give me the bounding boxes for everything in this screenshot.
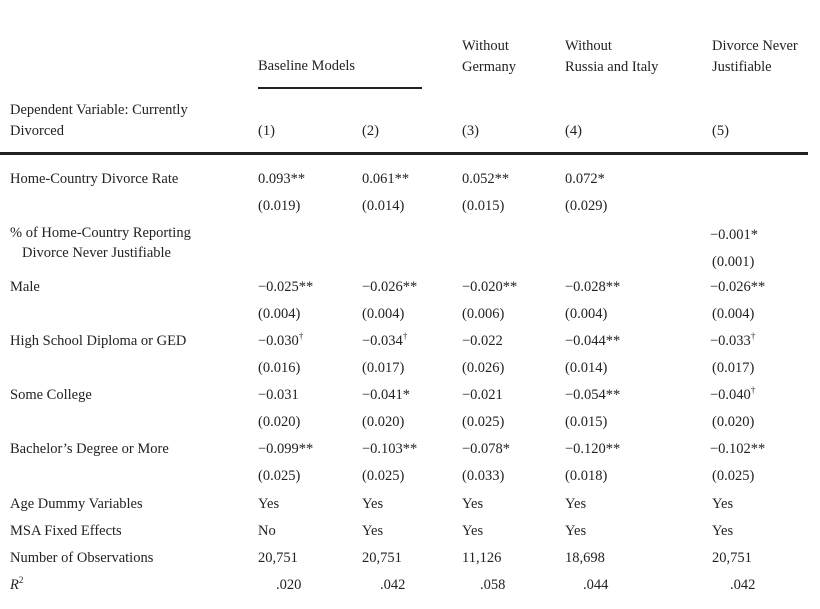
standard-error-cell: (0.018) <box>565 468 608 484</box>
standard-error-cell: (0.014) <box>565 360 608 376</box>
coefficient-cell <box>462 278 517 296</box>
standard-error-cell: (0.015) <box>565 414 608 430</box>
coefficient-cell <box>710 332 755 350</box>
standard-error-cell: (0.014) <box>362 198 405 214</box>
standard-error-cell: (0.016) <box>258 360 301 376</box>
coefficient-value: −0.026** <box>362 279 418 295</box>
coefficient-cell <box>462 386 503 404</box>
footer-value-cell: Yes <box>712 523 734 539</box>
coefficient-value: −0.030 <box>258 333 299 349</box>
coefficient-value: 0.052** <box>462 171 510 187</box>
row-label: Male <box>10 279 40 295</box>
significance-dagger: † <box>750 385 756 395</box>
footer-label-text: MSA Fixed Effects <box>10 523 122 539</box>
coefficient-value: −0.001* <box>710 227 759 243</box>
coefficient-value: −0.044** <box>565 333 621 349</box>
coefficient-value: −0.102** <box>710 441 766 457</box>
baseline-models-label: Baseline Models <box>258 58 356 74</box>
coefficient-cell <box>462 170 509 188</box>
coefficient-cell <box>710 226 758 244</box>
dependent-variable-label: Dependent Variable: Currently Divorced <box>10 102 188 139</box>
footer-value-cell: Yes <box>565 496 587 512</box>
footer-value-cell: 18,698 <box>565 550 605 566</box>
row-label: Home-Country Divorce Rate <box>10 171 179 187</box>
standard-error-cell: (0.020) <box>258 414 301 430</box>
col3-header: Without Germany <box>462 38 516 75</box>
coefficient-cell <box>565 278 620 296</box>
coefficient-cell <box>362 278 417 296</box>
standard-error-cell: (0.019) <box>258 198 301 214</box>
standard-error-cell: (0.033) <box>462 468 505 484</box>
coefficient-value: −0.033 <box>710 333 751 349</box>
footer-value-cell: .042 <box>380 577 406 593</box>
coefficient-cell <box>362 170 409 188</box>
column-number-3: (3) <box>462 123 479 139</box>
column-number-2: (2) <box>362 123 379 139</box>
standard-error-cell: (0.006) <box>462 306 505 322</box>
standard-error-cell: (0.029) <box>565 198 608 214</box>
footer-value-cell: .042 <box>730 577 756 593</box>
coefficient-cell <box>565 386 620 404</box>
column-number-5: (5) <box>712 123 729 139</box>
standard-error-cell: (0.017) <box>712 360 755 376</box>
standard-error-cell: (0.004) <box>712 306 755 322</box>
standard-error-cell: (0.001) <box>712 254 755 270</box>
coefficient-cell <box>258 170 305 188</box>
coefficient-value: −0.099** <box>258 441 314 457</box>
footer-value-cell: .044 <box>583 577 609 593</box>
coefficient-cell <box>362 386 410 404</box>
coefficient-cell <box>362 440 417 458</box>
footer-value-cell: 11,126 <box>462 550 502 566</box>
footer-value-cell: Yes <box>712 496 734 512</box>
footer-value-cell: Yes <box>565 523 587 539</box>
footer-label-text: Age Dummy Variables <box>10 496 143 512</box>
coefficient-value: −0.022 <box>462 333 503 349</box>
coefficient-value: −0.040 <box>710 387 751 403</box>
coefficient-value: −0.041* <box>362 387 411 403</box>
coefficient-cell <box>565 170 605 188</box>
standard-error-cell: (0.020) <box>712 414 755 430</box>
standard-error-cell: (0.015) <box>462 198 505 214</box>
standard-error-cell: (0.025) <box>258 468 301 484</box>
footer-row-label <box>10 495 143 513</box>
col4-header: Without Russia and Italy <box>565 38 659 75</box>
r-squared-superscript: 2 <box>18 575 24 585</box>
standard-error-cell: (0.020) <box>362 414 405 430</box>
footer-value-cell: Yes <box>258 496 280 512</box>
row-label: % of Home-Country Reporting <box>10 225 191 241</box>
row-label: Some College <box>10 387 92 403</box>
footer-value-cell: Yes <box>462 496 484 512</box>
footer-value-cell: .020 <box>276 577 302 593</box>
footer-value-cell: Yes <box>462 523 484 539</box>
coefficient-value: 0.061** <box>362 171 410 187</box>
row-label-continued: Divorce Never Justifiable <box>22 245 171 261</box>
header-rule <box>0 152 808 155</box>
standard-error-cell: (0.026) <box>462 360 505 376</box>
coefficient-value: −0.025** <box>258 279 314 295</box>
coefficient-cell <box>258 278 313 296</box>
standard-error-cell: (0.025) <box>462 414 505 430</box>
standard-error-cell: (0.004) <box>258 306 301 322</box>
coefficient-value: −0.020** <box>462 279 518 295</box>
coefficient-cell <box>710 440 765 458</box>
standard-error-cell: (0.017) <box>362 360 405 376</box>
coefficient-value: 0.093** <box>258 171 306 187</box>
coefficient-value: −0.031 <box>258 387 299 403</box>
coefficient-cell <box>462 332 503 350</box>
footer-value-cell: 20,751 <box>712 550 752 566</box>
footer-row-label <box>10 522 122 540</box>
footer-value-cell: 20,751 <box>362 550 402 566</box>
footer-value-cell: No <box>258 523 276 539</box>
column-number-1: (1) <box>258 123 275 139</box>
significance-dagger: † <box>750 331 756 341</box>
coefficient-value: −0.034 <box>362 333 403 349</box>
footer-row-label <box>10 549 153 567</box>
coefficient-cell <box>565 440 620 458</box>
footer-label-text: R <box>10 577 19 593</box>
footer-value-cell: Yes <box>362 523 384 539</box>
coefficient-value: −0.078* <box>462 441 511 457</box>
footer-value-cell: .058 <box>480 577 506 593</box>
standard-error-cell: (0.025) <box>712 468 755 484</box>
coefficient-cell <box>462 440 510 458</box>
coefficient-cell <box>258 386 299 404</box>
coefficient-cell <box>565 332 620 350</box>
significance-dagger: † <box>298 331 304 341</box>
coefficient-cell <box>258 332 303 350</box>
coefficient-value: −0.120** <box>565 441 621 457</box>
coefficient-cell <box>710 386 755 404</box>
row-label: High School Diploma or GED <box>10 333 187 349</box>
coefficient-cell <box>258 440 313 458</box>
coefficient-value: −0.028** <box>565 279 621 295</box>
coefficient-value: −0.026** <box>710 279 766 295</box>
standard-error-cell: (0.004) <box>565 306 608 322</box>
col5-header: Divorce Never Justifiable <box>712 38 798 75</box>
row-label: Bachelor’s Degree or More <box>10 441 169 457</box>
coefficient-value: −0.054** <box>565 387 621 403</box>
group-underline <box>258 87 422 89</box>
coefficient-value: −0.103** <box>362 441 418 457</box>
coefficient-value: −0.021 <box>462 387 503 403</box>
significance-dagger: † <box>402 331 408 341</box>
standard-error-cell: (0.025) <box>362 468 405 484</box>
footer-value-cell: 20,751 <box>258 550 298 566</box>
standard-error-cell: (0.004) <box>362 306 405 322</box>
coefficient-cell <box>362 332 407 350</box>
footer-value-cell: Yes <box>362 496 384 512</box>
column-number-4: (4) <box>565 123 582 139</box>
coefficient-value: 0.072* <box>565 171 605 187</box>
coefficient-cell <box>710 278 765 296</box>
footer-label-text: Number of Observations <box>10 550 154 566</box>
footer-row-label <box>10 576 23 594</box>
